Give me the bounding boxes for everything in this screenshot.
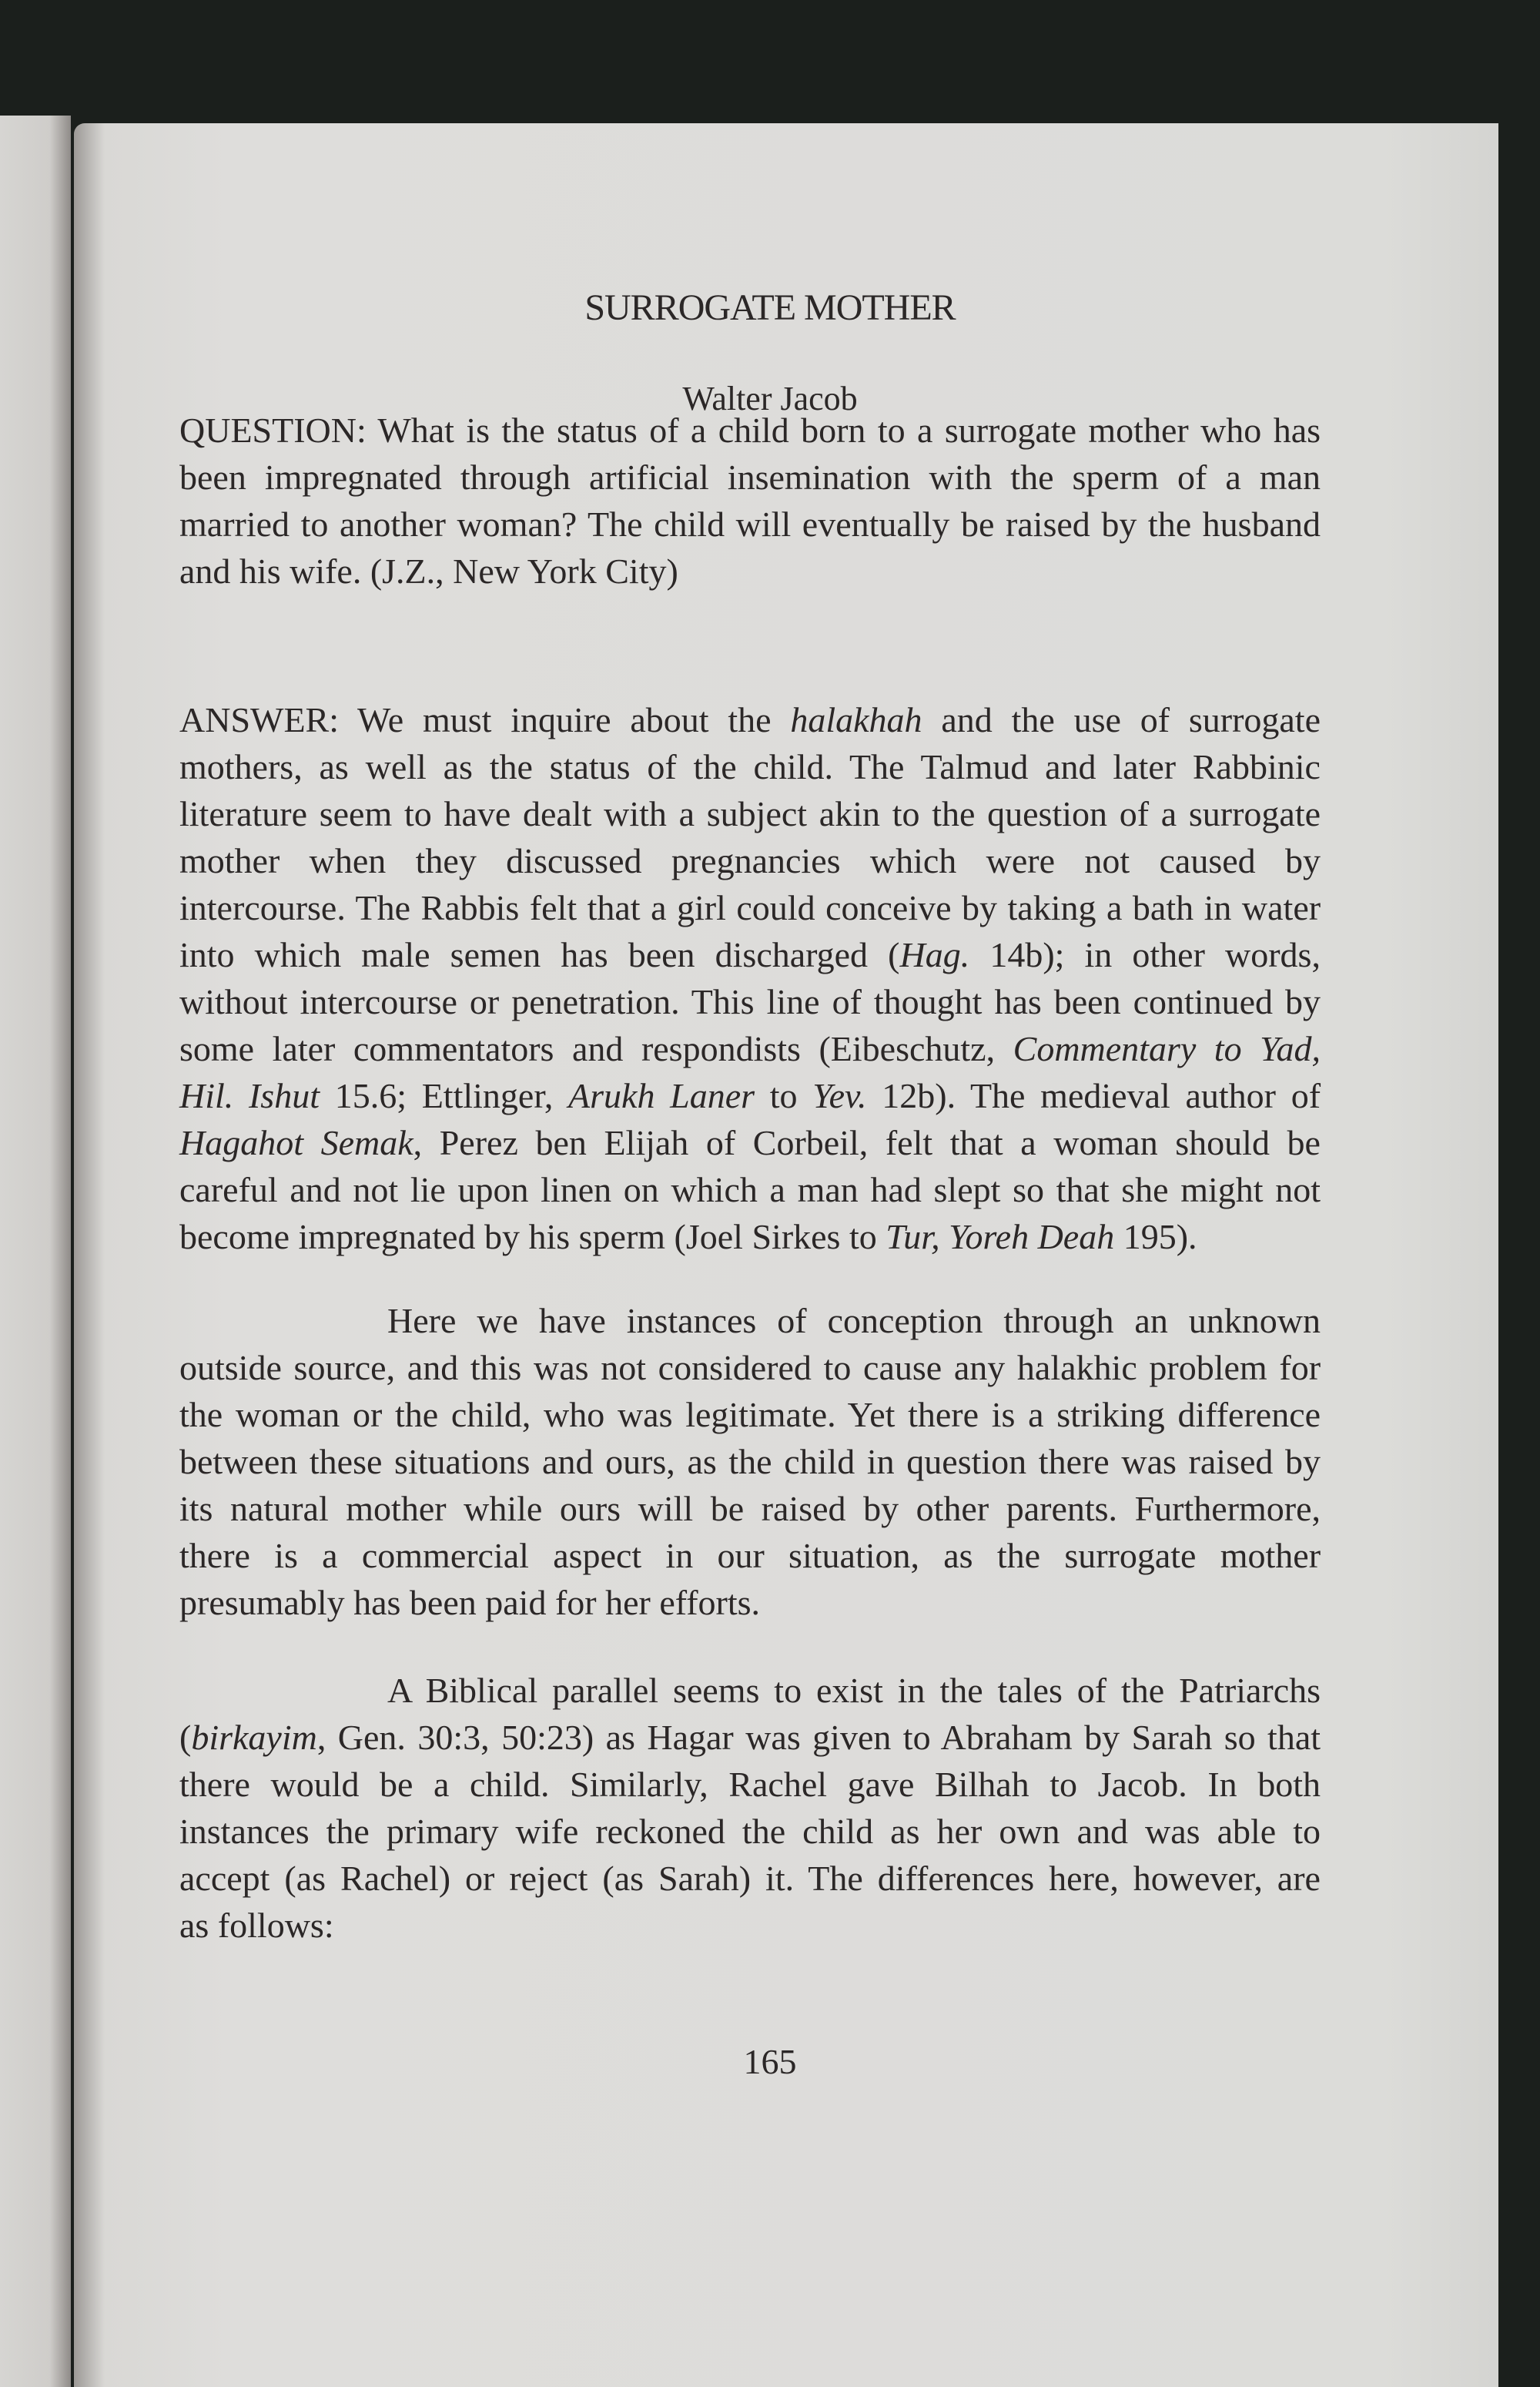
text-run: to — [755, 1076, 813, 1115]
italic-text: Hil. Ishut — [179, 1076, 320, 1115]
text-run: QUESTION: What is the status of a child born to a surrogate mother who has — [179, 411, 1321, 450]
text-run: as follows: — [179, 1906, 334, 1945]
text-run: Here we have instances of conception through an unknown — [387, 1301, 1321, 1340]
italic-text: Yev. — [812, 1076, 867, 1115]
italic-text: Commentary to Yad, — [1013, 1029, 1321, 1068]
text-run: become impregnated by his sperm (Joel Sirkes to — [179, 1217, 886, 1256]
text-run: literature seem to have dealt with a subject akin to the question of a surrogate — [179, 794, 1321, 833]
text-line — [179, 1297, 1321, 1344]
text-line — [179, 501, 1321, 548]
text-line — [179, 1025, 1321, 1072]
text-run: there is a commercial aspect in our situation, as the surrogate mother — [179, 1536, 1321, 1575]
text-line — [179, 1808, 1321, 1855]
text-line — [179, 1119, 1321, 1166]
text-run: A Biblical parallel seems to exist in the tales of the Patriarchs — [387, 1671, 1321, 1710]
text-run: instances the primary wife reckoned the child as her own and was able to — [179, 1812, 1321, 1851]
text-run: 195). — [1114, 1217, 1197, 1256]
text-line — [179, 1391, 1321, 1438]
text-run: been impregnated through artificial insemination with the sperm of a man — [179, 458, 1321, 497]
text-line — [179, 1579, 1321, 1626]
text-line — [179, 1902, 1321, 1949]
text-run: presumably has been paid for her efforts. — [179, 1583, 761, 1622]
text-line — [179, 743, 1321, 790]
text-run: mother when they discussed pregnancies which were not caused by — [179, 841, 1321, 880]
text-line — [179, 696, 1321, 743]
italic-text: Hag. — [899, 935, 970, 974]
text-line — [179, 548, 1321, 595]
italic-text: Tur, Yoreh Deah — [886, 1217, 1115, 1256]
text-run: intercourse. The Rabbis felt that a girl could conceive by taking a bath in water — [179, 888, 1321, 927]
text-run: accept (as Rachel) or reject (as Sarah) it. The differences here, however, are — [179, 1859, 1321, 1898]
text-line — [179, 978, 1321, 1025]
text-run: without intercourse or penetration. This line of thought has been continued by — [179, 982, 1321, 1021]
text-line — [179, 1166, 1321, 1213]
text-run: between these situations and ours, as the child in question there was raised by — [179, 1442, 1321, 1481]
text-line — [179, 1714, 1321, 1761]
text-run: 15.6; Ettlinger, — [320, 1076, 569, 1115]
answer-paragraph — [179, 696, 1321, 1260]
text-line — [179, 1855, 1321, 1902]
text-run: married to another woman? The child will eventually be raised by the husband — [179, 505, 1321, 544]
text-run: , Perez ben Elijah of Corbeil, felt that a woman should be — [413, 1123, 1321, 1162]
text-line — [179, 1761, 1321, 1808]
text-line — [179, 931, 1321, 978]
text-run: , Gen. 30:3, 50:23) as Hagar was given to Abraham by Sarah so that — [316, 1718, 1321, 1757]
page-number: 165 — [743, 2042, 797, 2081]
text-run: into which male semen has been discharged ( — [179, 935, 900, 974]
text-run: some later commentators and respondists (Eibeschutz, — [179, 1029, 1013, 1068]
text-run: 12b). The medieval author of — [866, 1076, 1321, 1115]
page-title: SURROGATE MOTHER — [584, 287, 956, 328]
body-paragraph — [179, 1667, 1321, 1949]
author-name: Walter Jacob — [682, 380, 858, 417]
text-run: ANSWER: We must inquire about the — [179, 700, 791, 739]
text-line — [179, 1667, 1321, 1714]
text-run: and the use of surrogate — [922, 700, 1321, 739]
text-line — [179, 1072, 1321, 1119]
text-line — [179, 407, 1321, 454]
text-line — [179, 884, 1321, 931]
body-paragraph — [179, 1297, 1321, 1626]
text-run: and his wife. (J.Z., New York City) — [179, 551, 678, 591]
text-run: outside source, and this was not considered to cause any halakhic problem for — [179, 1348, 1321, 1387]
text-line — [179, 1213, 1321, 1260]
text-line — [179, 1344, 1321, 1391]
text-line — [179, 1485, 1321, 1532]
text-line — [179, 454, 1321, 501]
question-paragraph — [179, 407, 1321, 595]
italic-text: birkayim — [191, 1718, 317, 1757]
text-run: its natural mother while ours will be raised by other parents. Furthermore, — [179, 1489, 1321, 1528]
text-line — [179, 790, 1321, 837]
text-line — [179, 837, 1321, 884]
text-run: there would be a child. Similarly, Rachel gave Bilhah to Jacob. In both — [179, 1765, 1321, 1804]
text-run: the woman or the child, who was legitimate. Yet there is a striking difference — [179, 1395, 1321, 1434]
italic-text: Hagahot Semak — [179, 1123, 413, 1162]
text-run: 14b); in other words, — [969, 935, 1321, 974]
text-run: careful and not lie upon linen on which a man had slept so that she might not — [179, 1170, 1321, 1209]
italic-text: Arukh Laner — [568, 1076, 755, 1115]
text-line — [179, 1532, 1321, 1579]
text-line — [179, 1438, 1321, 1485]
text-run: ( — [179, 1718, 192, 1757]
italic-text: halakhah — [790, 700, 922, 739]
text-run: mothers, as well as the status of the child. The Talmud and later Rabbinic — [179, 747, 1321, 786]
